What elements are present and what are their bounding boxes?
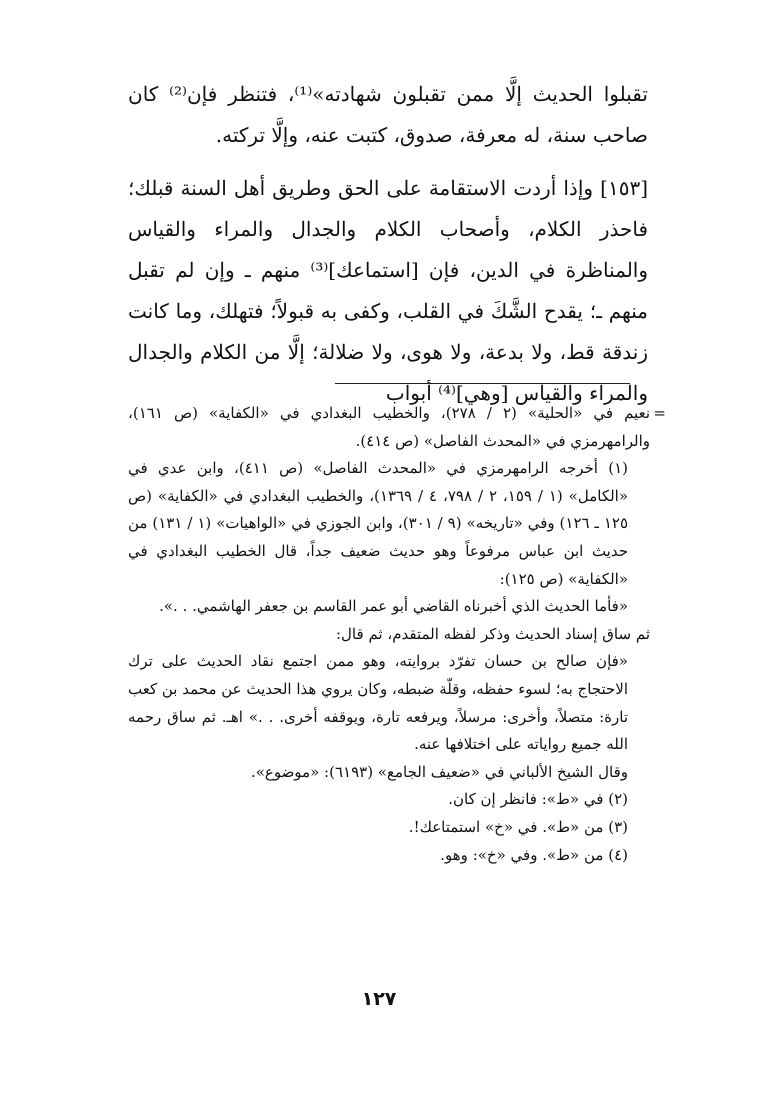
footnote-albani: وقال الشيخ الألباني في «ضعيف الجامع» (٦١٩٣): «موضوع».	[250, 762, 628, 781]
page-number: ١٢٧	[361, 988, 397, 1010]
footnote-quote-1: «فأما الحديث الذي أخبرناه القاضي أبو عمر القاسم بن جعفر الهاشمي. . .».	[159, 597, 628, 616]
footnote-continuation	[128, 400, 666, 455]
main-text	[128, 74, 648, 414]
footnote-2: (٢) في «ط»: فانظر إن كان.	[448, 790, 628, 809]
footnotes	[128, 400, 666, 869]
footnote-quote-2: «فإن صالح بن حسان تفرّد بروايته، وهو ممن اجتمع نقاد الحديث على ترك الاحتجاج به؛ لسوء حفظه، وقلّة ضبطه، وكان يروي هذا الحديث عن محمد بن كعب تارة: متصلاً، وأخرى: مرسلاً، ويرفعه تارة، ويوقفه أخرى. . .» اهـ. ثم ساق رحمه الله جميع رواياته على اختلافها عنه.	[128, 652, 628, 754]
footnote-1: (١) أخرجه الرامهرمزي في «المحدث الفاصل» (ص ٤١١)، وابن عدي في «الكامل» (١ / ١٥٩، ٢ / ٧٩٨، ٤ / ١٣٦٩)، والخطيب البغدادي في «الكفاية» (ص ١٢٥ ـ ١٢٦) وفي «تاريخه» (٩ / ٣٠١)، وابن الجوزي في «الواهيات» (١ / ١٣١) من حديث ابن عباس مرفوعاً وهو حديث ضعيف جداً، قال الخطيب البغدادي في «الكفاية» (ص ١٢٥):	[128, 459, 629, 588]
continuation-mark: =	[653, 404, 666, 422]
footnote-continuation-text: نعيم في «الحلية» (٢ / ٢٧٨)، والخطيب البغدادي في «الكفاية» (ص ١٦١)، والرامهرمزي في «المحدث الفاصل» (ص ٤١٤).	[128, 404, 650, 450]
footnote-text-line: ثم ساق إسناد الحديث وذكر لفظه المتقدم، ثم قال:	[335, 624, 650, 643]
main-paragraph-1: تقبلوا الحديث إلَّا ممن تقبلون شهادته»⁽¹⁾، فتنظر فإن⁽²⁾ كان صاحب سنة، له معرفة، صدوق، كتبت عنه، وإلَّا تركته.	[128, 82, 648, 147]
footnote-4: (٤) من «ط». وفي «خ»: وهو.	[440, 845, 628, 864]
footnote-3: (٣) من «ط». في «خ» استمتاعك!.	[408, 817, 628, 836]
footnote-divider	[335, 383, 630, 384]
main-paragraph-2: [١٥٣] وإذا أردت الاستقامة على الحق وطريق أهل السنة قبلك؛ فاحذر الكلام، وأصحاب الكلام والجدال والمراء والقياس والمناظرة في الدين، فإن [استماعك]⁽³⁾ منهم ـ وإن لم تقبل منهم ـ؛ يقدح الشَّكَ في القلب، وكفى به قبولاً؛ فتهلك، وما كانت زندقة قط، ولا بدعة، ولا هوى، ولا ضلالة؛ إلَّا من الكلام والجدال والمراء والقياس [وهي]⁽⁴⁾ أبواب	[128, 176, 649, 405]
